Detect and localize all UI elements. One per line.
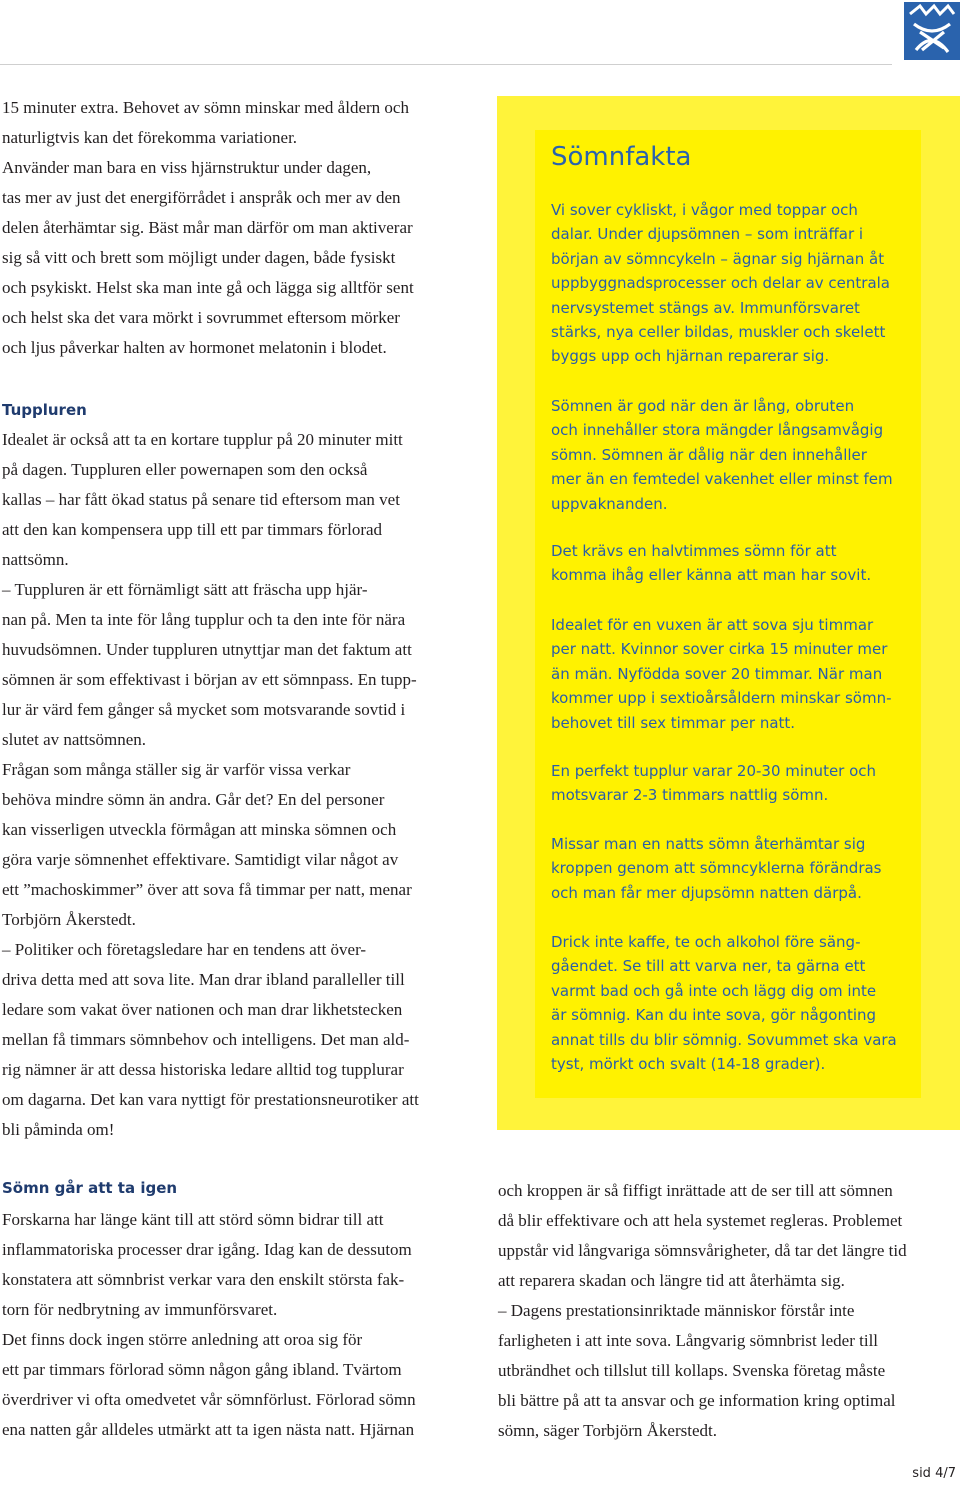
text-line: uppstår vid långvariga sömnsvårigheter, då tar det längre tid (498, 1241, 907, 1260)
text-line: uppbyggnadsprocesser och delar av centrala (551, 274, 890, 293)
text-line: Missar man en natts sömn återhämtar sig (551, 835, 866, 853)
text-line: – Tuppluren är ett förnämligt sätt att fräscha upp hjär- (2, 580, 368, 599)
text-line: Sömnen är god när den är lång, obruten (551, 397, 855, 415)
text-line: mer än en femtedel vakenhet eller minst fem (551, 470, 893, 489)
text-line: Vi sover cykliskt, i vågor med toppar och (551, 201, 858, 219)
text-line: Det krävs en halvtimmes sömn för att (551, 542, 837, 560)
text-line: driva detta med att sova lite. Man drar ibland paralleller till (2, 970, 405, 989)
text-line: lur är värd fem gånger så mycket som motsvarande sovtid i (2, 700, 406, 719)
text-line: ledare som vakat över nationen och man drar likhetstecken (2, 1000, 403, 1019)
text-line: gåendet. Se till att varva ner, ta gärna ett (551, 957, 866, 976)
section-heading-tupplur: Tuppluren (2, 401, 87, 419)
text-line: sömn. Sömnen är dålig när den innehåller (551, 445, 867, 464)
intro-text-block (2, 93, 414, 363)
fact-paragraph (551, 198, 890, 369)
text-line: tas mer av just det energiförrådet i anspråk och mer av den (2, 188, 401, 207)
text-line: Idealet för en vuxen är att sova sju timmar (551, 616, 874, 634)
text-line: nervsystemet stängs av. Immunförsvaret (551, 298, 860, 317)
text-line: bli påminda om! (2, 1120, 115, 1139)
text-line: och innehåller stora mängder långsamvågig (551, 421, 884, 440)
text-line: sömn, säger Torbjörn Åkerstedt. (498, 1421, 717, 1440)
text-line: huvudsömnen. Under tuppluren utnyttjar man det faktum att (2, 640, 412, 659)
somn-text-block (2, 1205, 416, 1445)
text-line: naturligtvis kan det förekomma variationer. (2, 128, 298, 147)
text-line: kroppen genom att sömncyklerna förändras (551, 859, 882, 878)
organization-logo-icon (904, 2, 960, 60)
text-line: varmt bad och gå inte och lägg dig om inte (551, 981, 877, 1000)
text-line: per natt. Kvinnor sover cirka 15 minuter mer (551, 640, 888, 659)
text-line: slutet av nattsömnen. (2, 730, 147, 749)
text-line: början av sömncykeln – ägnar sig hjärnan åt (551, 249, 885, 268)
text-line: att den kan kompensera upp till ett par timmars förlorad (2, 520, 383, 539)
text-line: farligheten i att inte sova. Långvarig sömnbrist leder till (498, 1331, 879, 1350)
text-line: En perfekt tupplur varar 20-30 minuter och (551, 762, 877, 780)
text-line: inflammatoriska processer drar igång. Idag kan de dessutom (2, 1240, 412, 1259)
text-line: överdriver vi ofta omedvetet vår sömnförlust. Förlorad sömn (2, 1390, 416, 1409)
text-line: behovet till sex timmar per natt. (551, 713, 796, 732)
fact-box-title: Sömnfakta (551, 142, 692, 172)
text-line: nan på. Men ta inte för lång tupplur och ta den inte för nära (2, 610, 406, 629)
text-line: tyst, mörkt och svalt (14-18 grader). (551, 1055, 826, 1074)
text-line: och psykiskt. Helst ska man inte gå och lägga sig alltför sent (2, 278, 414, 297)
text-line: torn för nedbrytning av immunförsvaret. (2, 1300, 278, 1319)
text-line: sömnen är som effektivast i början av ett sömnpass. En tupp- (2, 670, 417, 689)
text-line: motsvarar 2-3 timmars nattlig sömn. (551, 786, 829, 805)
text-line: och ljus påverkar halten av hormonet melatonin i blodet. (2, 338, 387, 357)
text-line: dalar. Under djupsömnen – som inträffar i (551, 225, 864, 244)
text-line: delen återhämtar sig. Bäst mår man därför om man aktiverar (2, 218, 413, 237)
text-line: och helst ska det vara mörkt i sovrummet eftersom mörker (2, 308, 400, 327)
text-line: göra varje sömnenhet effektivare. Samtidigt vilar något av (2, 850, 399, 869)
text-line: och kroppen är så fiffigt inrättade att de ser till att sömnen (498, 1181, 893, 1200)
text-line: komma ihåg eller känna att man har sovit. (551, 566, 872, 585)
section-heading-somn: Sömn går att ta igen (2, 1179, 178, 1197)
fact-paragraph (551, 394, 893, 516)
text-line: rig nämner är att dessa historiska ledare alltid tog tupplurar (2, 1060, 404, 1079)
text-line: ena natten går alldeles utmärkt att ta igen nästa natt. Hjärnan (2, 1420, 415, 1439)
text-line: 15 minuter extra. Behovet av sömn minskar med åldern och (2, 98, 409, 117)
continued-text-block (498, 1176, 907, 1446)
text-line: att reparera skadan och längre tid att återhämta sig. (498, 1271, 845, 1290)
text-line: konstatera att sömnbrist verkar vara den enskilt största fak- (2, 1270, 405, 1289)
fact-paragraph (551, 613, 892, 735)
text-line: sig så vitt och brett som möjligt under dagen, både fysiskt (2, 248, 396, 267)
fact-paragraph (551, 539, 871, 588)
text-line: annat tills du blir sömnig. Sovummet ska vara (551, 1030, 897, 1049)
text-line: Använder man bara en viss hjärnstruktur under dagen, (2, 158, 372, 177)
text-line: – Politiker och företagsledare har en tendens att över- (2, 940, 367, 959)
text-line: uppvaknanden. (551, 494, 668, 513)
text-line: Det finns dock ingen större anledning att oroa sig för (2, 1330, 363, 1349)
text-line: ett ”machoskimmer” över att sova få timmar per natt, menar (2, 880, 412, 899)
text-line: behöva mindre sömn än andra. Går det? En del personer (2, 790, 385, 809)
text-line: utbrändhet och tillslut till kollaps. Svenska företag måste (498, 1361, 886, 1380)
text-line: kan visserligen utveckla förmågan att minska sömnen och (2, 820, 397, 839)
page-number: sid 4/7 (912, 1466, 956, 1481)
text-line: på dagen. Tuppluren eller powernapen som den också (2, 460, 368, 479)
text-line: stärks, nya celler bildas, muskler och skelett (551, 323, 886, 342)
text-line: Torbjörn Åkerstedt. (2, 910, 136, 929)
text-line: Frågan som många ställer sig är varför vissa verkar (2, 760, 351, 779)
text-line: kallas – har fått ökad status på senare tid eftersom man vet (2, 490, 400, 509)
tupplur-text-block (2, 425, 419, 1145)
text-line: om dagarna. Det kan vara nyttigt för prestationsneurotiker att (2, 1090, 419, 1109)
text-line: Idealet är också att ta en kortare tupplur på 20 minuter mitt (2, 430, 403, 449)
header-rule (0, 64, 892, 65)
text-line: är sömnig. Kan du inte sova, gör någonting (551, 1006, 877, 1025)
text-line: ett par timmars förlorad sömn någon gång ibland. Tvärtom (2, 1360, 402, 1379)
text-line: Drick inte kaffe, te och alkohol före säng- (551, 933, 861, 951)
text-line: mellan få timmars sömnbehov och intelligens. Det man ald- (2, 1030, 410, 1049)
text-line: – Dagens prestationsinriktade människor förstår inte (498, 1301, 855, 1320)
text-line: än män. Nyfödda sover 20 timmar. När man (551, 664, 883, 683)
fact-paragraph (551, 930, 897, 1076)
text-line: byggs upp och hjärnan reparerar sig. (551, 347, 830, 366)
text-line: nattsömn. (2, 550, 69, 569)
text-line: och man får mer djupsömn natten därpå. (551, 883, 862, 902)
text-line: bli bättre på att ta ansvar och ge information kring optimal (498, 1391, 896, 1410)
text-line: då blir effektivare och att hela systemet regleras. Problemet (498, 1211, 903, 1230)
text-line: Forskarna har länge känt till att störd sömn bidrar till att (2, 1210, 384, 1229)
fact-paragraph (551, 759, 876, 808)
text-line: kommer upp i sextioårsåldern minskar sömn- (551, 689, 892, 708)
fact-paragraph (551, 832, 882, 905)
